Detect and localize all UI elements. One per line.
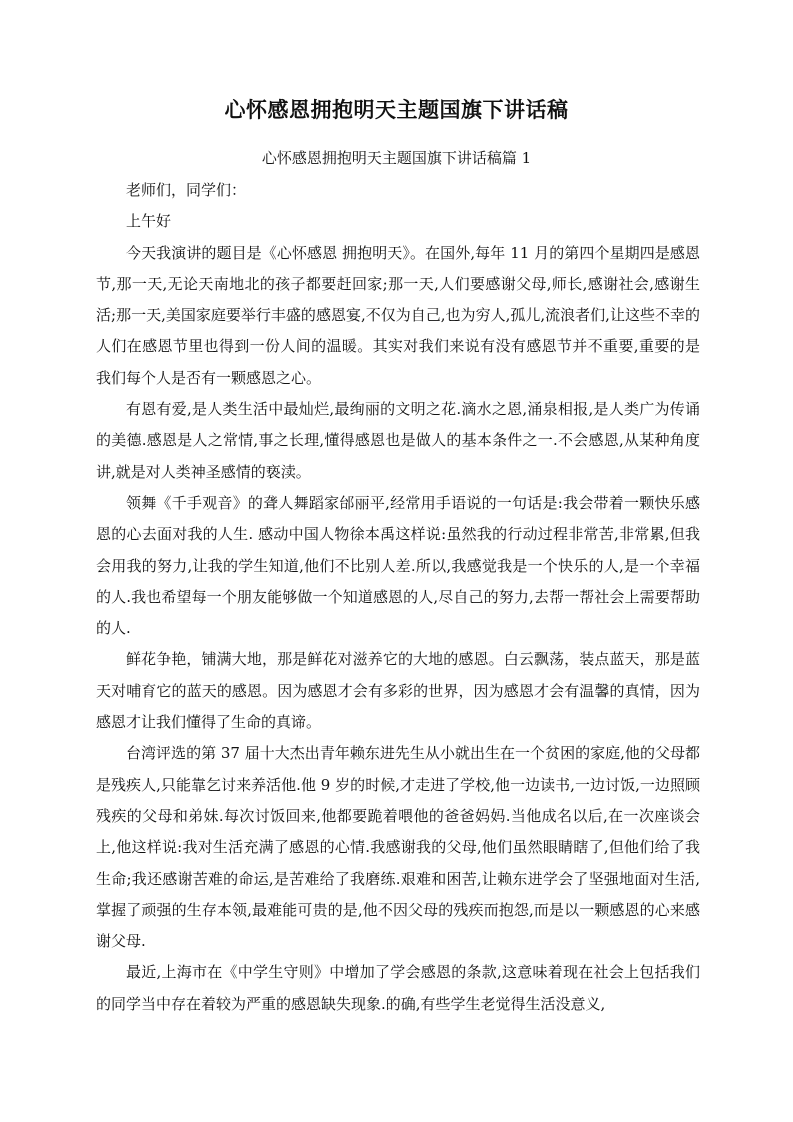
paragraph-dancer-example: 领舞《千手观音》的聋人舞蹈家邰丽平,经常用手语说的一句话是:我会带着一颗快乐感恩的心去面对我的人生. 感动中国人物徐本禹这样说:虽然我的行动过程非常苦,非常累,但我会用我的努力,让我的学生知道,他们不比别人差.所以,我感觉我是一个快乐的人,是一个幸福的人.我也希望每一个朋友能够做一个知道感恩的人,尽自己的努力,去帮一帮社会上需要帮助的人.	[96, 493, 700, 638]
document-title: 心怀感恩拥抱明天主题国旗下讲话稿	[224, 97, 569, 122]
paragraph-intro: 今天我演讲的题目是《心怀感恩 拥抱明天》。在国外,每年 11 月的第四个星期四是感恩节,那一天,无论天南地北的孩子都要赶回家;那一天,人们要感谢父母,师长,感谢社会,感谢生活;那一天,美国家庭要举行丰盛的感恩宴,不仅为自己,也为穷人,孤儿,流浪者们,让这些不幸的人们在感恩节里也得到一份人间的温暖。其实对我们来说有没有感恩节并不重要,重要的是我们每个人是否有一颗感恩之心。	[96, 243, 700, 387]
document-body	[96, 175, 700, 1020]
paragraph-good-morning: 上午好	[126, 212, 172, 231]
paragraph-lai-dongjin: 台湾评选的第 37 届十大杰出青年赖东进先生从小就出生在一个贫困的家庭,他的父母都是残疾人,只能靠乞讨来养活他.他 9 岁的时候,才走进了学校,他一边读书,一边讨饭,一边照顾残疾的父母和弟妹.每次讨饭回来,他都要跪着喂他的爸爸妈妈.当他成名以后,在一次座谈会上,他这样说:我对生活充满了感恩的心情.我感谢我的父母,他们虽然眼睛瞎了,但他们给了我生命;我还感谢苦难的命运,是苦难给了我磨练.艰难和困苦,让赖东进学会了坚强地面对生活,掌握了顽强的生存本领,最难能可贵的是,他不因父母的残疾而抱怨,而是以一颗感恩的心来感谢父母.	[96, 744, 700, 951]
paragraph-greeting: 老师们，同学们：	[126, 181, 247, 199]
paragraph-shanghai-rules: 最近,上海市在《中学生守则》中增加了学会感恩的条款,这意味着现在社会上包括我们的同学当中存在着较为严重的感恩缺失现象.的确,有些学生老觉得生活没意义,	[96, 963, 700, 1013]
paragraph-nature-metaphor: 鲜花争艳，铺满大地，那是鲜花对滋养它的大地的感恩。白云飘荡，装点蓝天，那是蓝天对哺育它的蓝天的感恩。因为感恩才会有多彩的世界，因为感恩才会有温馨的真情，因为感恩才让我们懂得了生命的真谛。	[96, 650, 700, 732]
document-subtitle: 心怀感恩拥抱明天主题国旗下讲话稿篇 1	[261, 149, 532, 167]
paragraph-gratitude-virtue: 有恩有爱,是人类生活中最灿烂,最绚丽的文明之花.滴水之恩,涌泉相报,是人类广为传诵的美德.感恩是人之常情,事之长理,懂得感恩也是做人的基本条件之一.不会感恩,从某种角度讲,就是对人类神圣感情的亵渎。	[96, 400, 700, 481]
